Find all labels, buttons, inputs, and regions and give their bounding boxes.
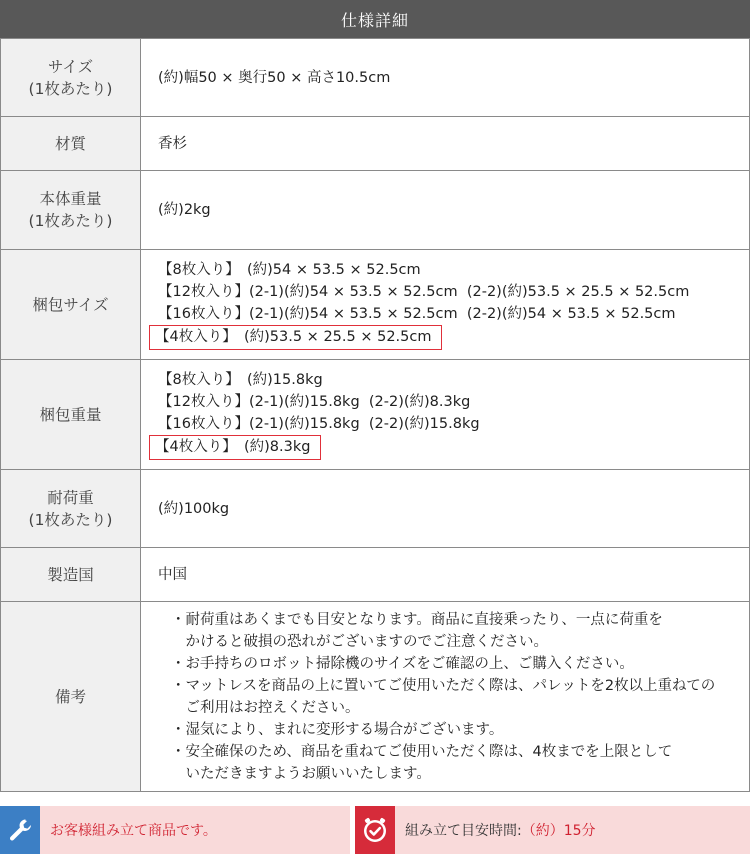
assembly-banner: [0, 806, 350, 854]
value-material: 香杉: [141, 117, 750, 171]
note-line: ・湿気により、まれに変形する場合がございます。: [171, 721, 504, 738]
row-size: [1, 39, 750, 117]
note-line: いただきますようお願いいたします。: [171, 765, 431, 782]
row-load-capacity: [1, 470, 750, 548]
package-size-line-highlighted: 【4枚入り】 (約)53.5 × 25.5 × 52.5cm: [149, 325, 442, 350]
label-weight: [1, 171, 141, 250]
spec-header: [0, 0, 750, 38]
value-weight: (約)2kg: [141, 171, 750, 250]
value-notes: [141, 602, 750, 792]
label-size: [1, 39, 141, 117]
label-load-line1: 耐荷重: [47, 488, 94, 507]
package-weight-line: 【8枚入り】 (約)15.8kg: [158, 372, 323, 388]
label-load-line2: (1枚あたり): [28, 510, 113, 529]
label-weight-line2: (1枚あたり): [28, 212, 113, 230]
note-line: かけると破損の恐れがございますのでご注意ください。: [171, 633, 548, 650]
value-package-weight: [141, 360, 750, 470]
value-package-size: [141, 250, 750, 360]
label-package-weight: 梱包重量: [1, 360, 141, 470]
package-weight-line: 【12枚入り】(2-1)(約)15.8kg (2-2)(約)8.3kg: [158, 394, 471, 410]
label-origin: 製造国: [1, 548, 141, 602]
notes-list: [158, 609, 749, 785]
label-package-size: 梱包サイズ: [1, 250, 141, 360]
package-size-line: 【8枚入り】 (約)54 × 53.5 × 52.5cm: [158, 262, 421, 278]
assembly-time-value: （約）15分: [521, 823, 596, 839]
wrench-icon: [0, 806, 40, 854]
package-size-line: 【16枚入り】(2-1)(約)54 × 53.5 × 52.5cm (2-2)(約)54 × 53.5 × 52.5cm: [158, 306, 676, 322]
label-load-capacity: [1, 470, 141, 548]
row-weight: [1, 171, 750, 250]
package-size-line: 【12枚入り】(2-1)(約)54 × 53.5 × 52.5cm (2-2)(約)53.5 × 25.5 × 52.5cm: [158, 284, 690, 300]
assembly-time-label: 組み立て目安時間:: [405, 823, 522, 839]
footer-bar: [0, 806, 750, 854]
note-line: ・安全確保のため、商品を重ねてご使用いただく際は、4枚までを上限として: [171, 743, 673, 760]
label-notes: 備考: [1, 602, 141, 792]
value-load-capacity: (約)100kg: [141, 470, 750, 548]
note-line: ・耐荷重はあくまでも目安となります。商品に直接乗ったり、一点に荷重を: [171, 611, 663, 628]
spec-title: 仕様詳細: [340, 10, 409, 30]
row-package-size: [1, 250, 750, 360]
row-notes: [1, 602, 750, 792]
assembly-text: お客様組み立て商品です。: [50, 823, 217, 839]
spec-table: [0, 38, 750, 792]
assembly-time-banner: [355, 806, 750, 854]
package-weight-line: 【16枚入り】(2-1)(約)15.8kg (2-2)(約)15.8kg: [158, 416, 480, 432]
row-package-weight: [1, 360, 750, 470]
label-weight-line1: 本体重量: [39, 190, 102, 208]
clock-icon: [355, 806, 395, 854]
note-line: ・お手持ちのロボット掃除機のサイズをご確認の上、ご購入ください。: [171, 655, 634, 672]
package-weight-line-highlighted: 【4枚入り】 (約)8.3kg: [149, 435, 321, 460]
value-size: (約)幅50 × 奥行50 × 高さ10.5cm: [141, 39, 750, 117]
row-origin: [1, 548, 750, 602]
value-origin: 中国: [141, 548, 750, 602]
label-material: 材質: [1, 117, 141, 171]
note-line: ・マットレスを商品の上に置いてご使用いただく際は、パレットを2枚以上重ねての: [171, 677, 716, 694]
label-size-line2: (1枚あたり): [28, 79, 113, 98]
label-size-line1: サイズ: [47, 57, 94, 76]
note-line: ご利用はお控えください。: [171, 699, 360, 716]
assembly-time-text: [405, 806, 596, 854]
row-material: [1, 117, 750, 171]
